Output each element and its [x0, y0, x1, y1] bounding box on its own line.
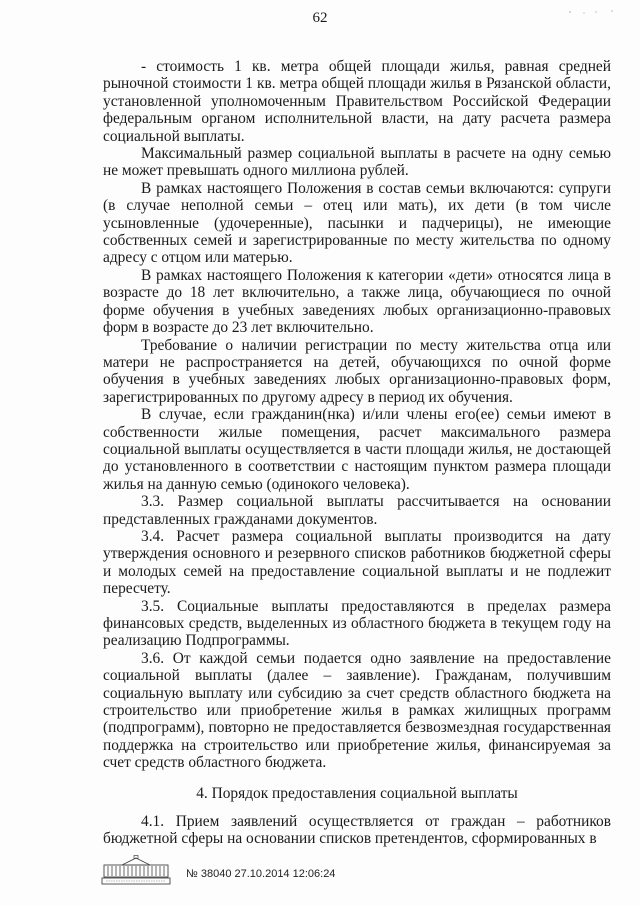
scan-noise-marks: [562, 8, 622, 16]
paragraph: 3.3. Размер социальной выплаты рассчитывается на основании представленных гражданами документов.: [103, 493, 611, 528]
registration-number: № 38040 27.10.2014 12:06:24: [186, 868, 336, 880]
document-body: [103, 58, 611, 848]
paragraph: В рамках настоящего Положения к категории «дети» относятся лица в возрасте до 18 лет включительно, а также лица, обучающиеся по очной форме обучения в учебных заведениях любых организационно-правовых форм в возрасте до 23 лет включительно.: [103, 266, 611, 337]
section-heading: 4. Порядок предоставления социальной выплаты: [196, 784, 518, 802]
paragraph: В случае, если гражданин(нка) и/или члены его(ее) семьи имеют в собственности жилые помещения, расчет максимального размера социальной выплаты осуществляется в части площади жилья, не достающей до установленного в соответствии с настоящим пунктом размера площади жилья на данную семью (одинокого человека).: [103, 406, 611, 493]
paragraph: В рамках настоящего Положения в состав семьи включаются: супруги (в случае неполной семьи – отец или мать), их дети (в том числе усыновленные (удочеренные), пасынки и падчерицы), не имеющие собственных семей и зарегистрированные по месту жительства по одному адресу с отцом или матерью.: [103, 179, 611, 267]
paragraph: 3.4. Расчет размера социальной выплаты производится на дату утверждения основного и резервного списков работников бюджетной сферы и молодых семей на предоставление социальной выплаты и не подлежит пересчету.: [103, 527, 611, 598]
paragraph: Максимальный размер социальной выплаты в расчете на одну семью не может превышать одного миллиона рублей.: [103, 145, 611, 180]
paragraph: Требование о наличии регистрации по месту жительства отца или матери не распространяется на детей, обучающихся по очной форме обучения в учебных заведениях любых организационно-правовых форм, зарегистрированных по другому адресу в период их обучения.: [103, 336, 611, 406]
paragraph: - стоимость 1 кв. метра общей площади жилья, равная средней рыночной стоимости 1 кв. метра общей площади жилья в Рязанской области, установленной уполномоченным Правительством Российской Федерации федеральным органом исполнительной власти, на дату расчета размера социальной выплаты.: [103, 58, 611, 145]
paragraph: 3.5. Социальные выплаты предоставляются в пределах размера финансовых средств, выделенных из областного бюджета в текущем году на реализацию Подпрограммы.: [103, 597, 611, 650]
paragraph: 3.6. От каждой семьи подается одно заявление на предоставление социальной выплаты (далее – заявление). Гражданам, получившим социальную выплату или субсидию за счет средств областного бюджета на строительство или приобретение жилья в рамках жилищных программ (подпрограмм), повторно не предоставляется безвозмездная государственная поддержка на строительство или приобретение жилья, финансируемая за счет средств областного бюджета.: [103, 649, 611, 772]
registration-stamp: [100, 855, 400, 895]
building-seal-icon: [100, 855, 172, 887]
page-number: 62: [312, 10, 328, 26]
paragraph: 4.1. Прием заявлений осуществляется от граждан – работников бюджетной сферы на основании списков претендентов, сформированных в: [103, 813, 611, 848]
